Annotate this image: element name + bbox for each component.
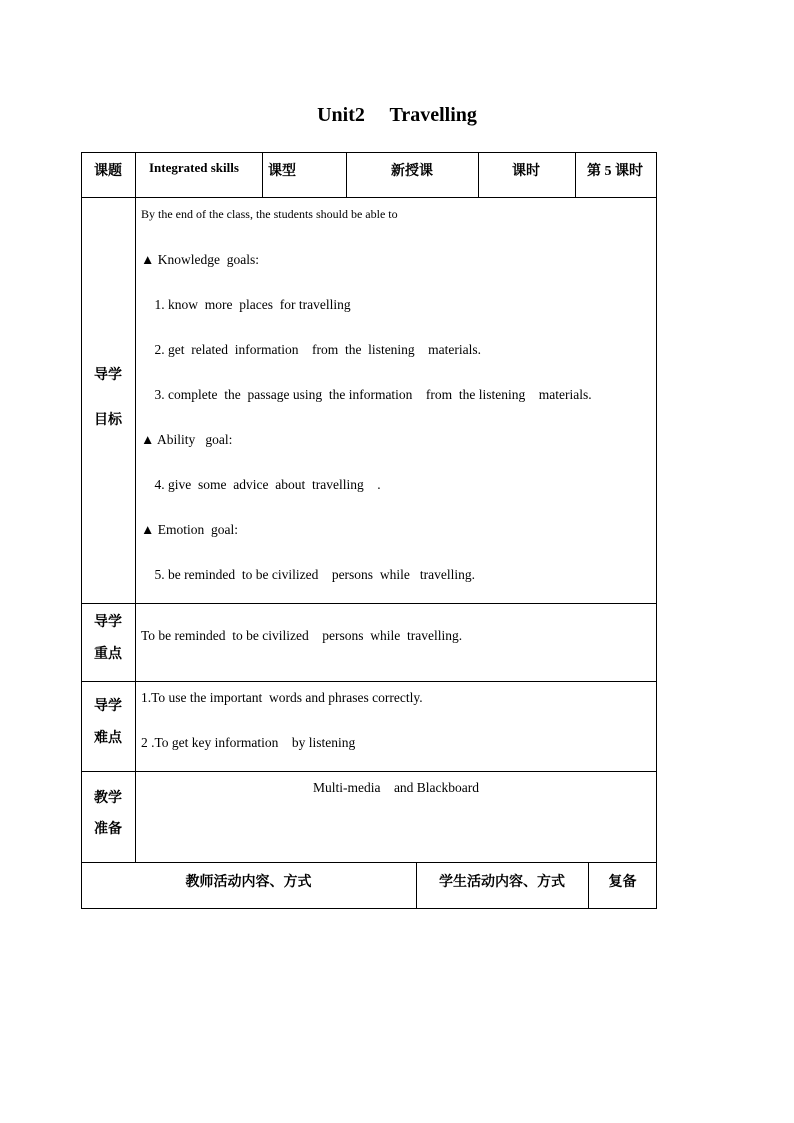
row-divider xyxy=(81,681,657,682)
key-points-label-line2: 重点 xyxy=(94,647,122,662)
objective-line: ▲ Ability goal: xyxy=(141,432,233,447)
objectives-label-line2: 目标 xyxy=(94,413,122,428)
objectives-intro: By the end of the class, the students should be able to xyxy=(141,207,398,221)
difficulties-label-line2: 难点 xyxy=(94,731,122,746)
preparation-text: Multi-media and Blackboard xyxy=(312,780,480,795)
teacher-activity-header: 教师活动内容、方式 xyxy=(185,875,312,890)
topic-label: 课题 xyxy=(94,164,122,179)
objective-line: 3. complete the passage using the information from the listening materials. xyxy=(141,387,592,402)
col-divider xyxy=(262,152,263,197)
row-divider xyxy=(81,862,657,863)
row-divider xyxy=(81,603,657,604)
col-divider xyxy=(478,152,479,197)
objective-line: 4. give some advice about travelling . xyxy=(141,477,381,492)
type-value: 新授课 xyxy=(391,164,433,179)
difficulties-label-line1: 导学 xyxy=(94,699,122,714)
objective-line: ▲ Emotion goal: xyxy=(141,522,238,537)
review-header: 复备 xyxy=(608,875,637,890)
preparation-label-line1: 教学 xyxy=(94,791,122,806)
objective-line: 5. be reminded to be civilized persons while travelling. xyxy=(141,567,476,582)
difficulty-line: 2 .To get key information by listening xyxy=(141,735,356,750)
period-label: 课时 xyxy=(512,164,540,179)
period-value: 第 5 课时 xyxy=(587,164,643,179)
col-divider xyxy=(135,152,136,862)
student-activity-header: 学生活动内容、方式 xyxy=(439,875,565,890)
col-divider xyxy=(575,152,576,197)
row-divider xyxy=(81,197,657,198)
key-points-text: To be reminded to be civilized persons while travelling. xyxy=(141,628,463,643)
objective-line: 1. know more places for travelling xyxy=(141,297,351,312)
objective-line: ▲ Knowledge goals: xyxy=(141,252,259,267)
row-divider xyxy=(81,771,657,772)
preparation-label-line2: 准备 xyxy=(94,822,122,837)
key-points-label-line1: 导学 xyxy=(94,615,122,630)
topic-value: Integrated skills xyxy=(149,160,239,175)
difficulty-line: 1.To use the important words and phrases correctly. xyxy=(141,690,423,705)
objectives-label-line1: 导学 xyxy=(94,368,122,383)
type-label: 课型 xyxy=(268,164,296,179)
page-title: Unit2 Travelling xyxy=(317,104,477,126)
objective-line: 2. get related information from the listening materials. xyxy=(141,342,482,357)
